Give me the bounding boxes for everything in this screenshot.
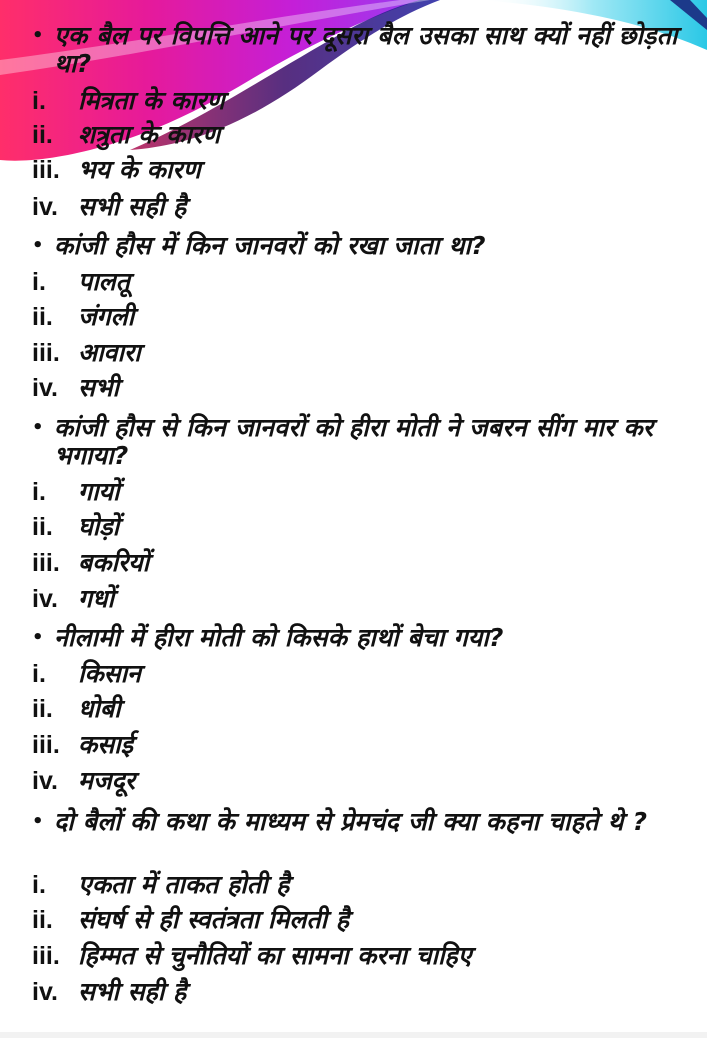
option-5-i: [32, 870, 289, 900]
question-text: कांजी हौस से किन जानवरों को हीरा मोती ने जबरन सींग मार कर भगाया?: [54, 413, 654, 470]
question-1: [32, 22, 682, 78]
option-number: ii.: [32, 695, 53, 723]
option-number: i.: [32, 268, 46, 296]
bullet-icon: •: [32, 811, 44, 832]
option-3-iii: [32, 548, 149, 578]
option-text: मजदूर: [78, 766, 136, 795]
option-text: एकता में ताकत होती है: [78, 870, 290, 899]
option-text: सभी सही है: [78, 977, 187, 1006]
option-text: आवारा: [78, 338, 141, 367]
option-3-i: [32, 477, 120, 507]
question-5: [32, 808, 682, 836]
option-number: iv.: [32, 585, 58, 613]
option-2-ii: [32, 302, 134, 332]
option-2-iv: [32, 373, 119, 403]
bottom-edge: [0, 1032, 707, 1038]
option-5-iii: [32, 941, 472, 971]
question-text: नीलामी में हीरा मोती को किसके हाथों बेचा गया?: [54, 623, 504, 652]
option-number: iii.: [32, 731, 60, 759]
option-1-ii: [32, 120, 220, 150]
option-number: i.: [32, 660, 46, 688]
question-3: [32, 414, 682, 470]
option-3-iv: [32, 584, 114, 614]
option-3-ii: [32, 512, 119, 542]
option-1-i: [32, 86, 225, 116]
question-text: एक बैल पर विपत्ति आने पर दूसरा बैल उसका साथ क्यों नहीं छोड़ता था?: [54, 21, 678, 78]
question-2: [32, 232, 682, 260]
option-text: शत्रुता के कारण: [78, 120, 221, 149]
option-text: सभी सही है: [78, 192, 187, 221]
option-number: i.: [32, 478, 46, 506]
option-number: iv.: [32, 193, 58, 221]
option-number: iii.: [32, 942, 60, 970]
option-text: कसाई: [78, 730, 133, 759]
option-text: भय के कारण: [78, 155, 201, 184]
option-number: ii.: [32, 303, 53, 331]
option-number: iv.: [32, 374, 58, 402]
option-4-iii: [32, 730, 133, 760]
option-text: मित्रता के कारण: [78, 86, 225, 115]
option-number: iv.: [32, 978, 58, 1006]
question-4: [32, 624, 682, 652]
option-text: हिम्मत से चुनौतियों का सामना करना चाहिए: [78, 941, 472, 970]
option-text: घोड़ों: [78, 512, 120, 541]
bullet-icon: •: [32, 417, 44, 438]
option-number: iii.: [32, 339, 60, 367]
bullet-icon: •: [32, 235, 44, 256]
option-text: गधों: [78, 584, 114, 613]
option-4-iv: [32, 766, 135, 796]
option-text: बकरियों: [78, 548, 150, 577]
option-text: धोबी: [78, 694, 121, 723]
option-text: पालतू: [78, 267, 130, 296]
option-text: सभी: [78, 373, 119, 402]
question-text: कांजी हौस में किन जानवरों को रखा जाता था?: [54, 231, 486, 260]
option-number: ii.: [32, 121, 53, 149]
option-text: संघर्ष से ही स्वतंत्रता मिलती है: [78, 905, 350, 934]
option-number: iii.: [32, 549, 60, 577]
option-5-ii: [32, 905, 349, 935]
bullet-icon: •: [32, 627, 44, 648]
option-text: किसान: [78, 659, 141, 688]
option-4-ii: [32, 694, 121, 724]
option-number: i.: [32, 871, 46, 899]
option-number: iii.: [32, 156, 60, 184]
option-2-i: [32, 267, 130, 297]
option-text: गायों: [78, 477, 120, 506]
option-2-iii: [32, 338, 141, 368]
option-1-iii: [32, 155, 201, 185]
option-number: ii.: [32, 906, 53, 934]
option-text: जंगली: [78, 302, 135, 331]
question-text: दो बैलों की कथा के माध्यम से प्रेमचंद जी क्या कहना चाहते थे ?: [54, 807, 648, 836]
option-number: i.: [32, 87, 46, 115]
option-4-i: [32, 659, 141, 689]
option-number: ii.: [32, 513, 53, 541]
option-number: iv.: [32, 767, 58, 795]
bullet-icon: •: [32, 25, 44, 46]
option-1-iv: [32, 192, 186, 222]
option-5-iv: [32, 977, 186, 1007]
